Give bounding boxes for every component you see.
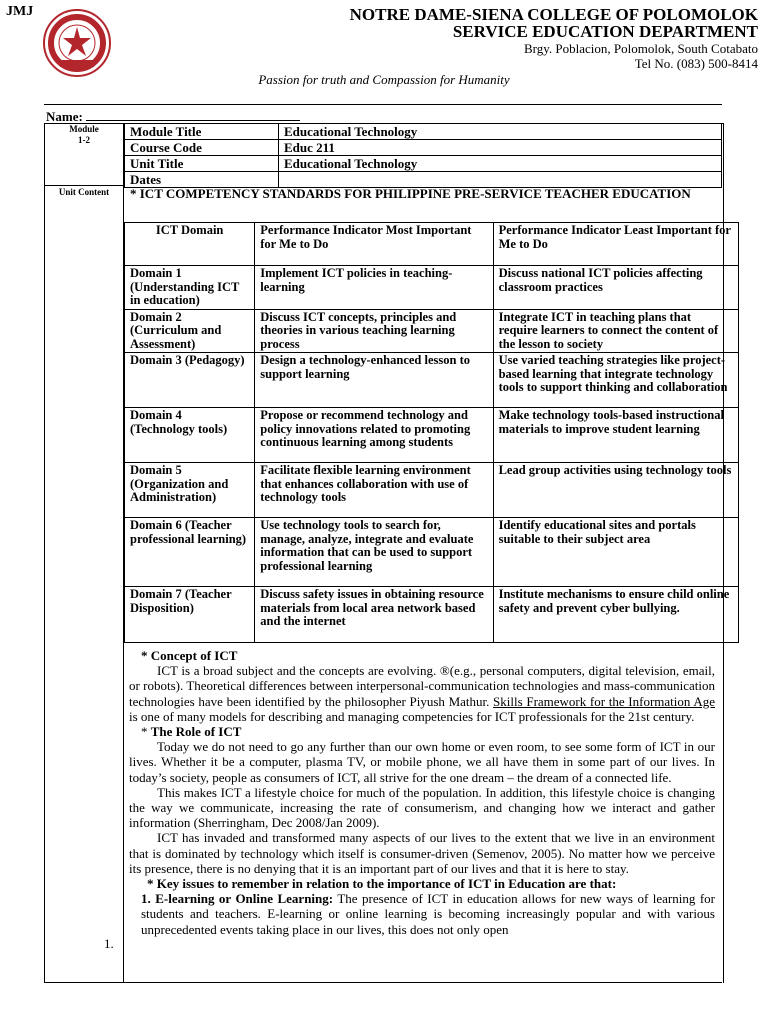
side-divider xyxy=(44,185,124,186)
name-label: Name: xyxy=(46,109,83,124)
ict-domain-table xyxy=(124,222,739,643)
table-row: Domain 5 (Organization and Administration) Facilitate flexible learning environment that enhances collaboration with use of technology tools Lead group activities using technology tools xyxy=(125,463,739,518)
table-row: Course Code Educ 211 xyxy=(125,140,722,156)
role-paragraph-2: This makes ICT a lifestyle choice for much of the population. In addition, this lifestyle choice is changing the way we communicate, increasing the rate of consumerism, and changing how we interact and gather information (Sherringham, Dec 2008/Jan 2009). xyxy=(129,784,715,831)
module-info-table xyxy=(124,123,722,188)
table-row: Domain 3 (Pedagogy) Design a technology-enhanced lesson to support learning Use varied teaching strategies like project-based learning that integrate technology tools to support thinking and collaboration xyxy=(125,353,739,408)
column-header: Performance Indicator Least Important for Me to Do xyxy=(493,223,738,266)
page-bottom-rule xyxy=(44,982,722,983)
role-paragraph-1: Today we do not need to go any further than our own home or even room, to see some form of ICT in our lives. Whether it be a computer, plasma TV, or mobile phone, we all have them in some part of our lives. In today’s society, people as consumers of ICT, all strive for the one dream – the dream of a connected life. xyxy=(129,739,715,785)
table-row: Domain 1 (Understanding ICT in education) Implement ICT policies in teaching-learning Discuss national ICT policies affecting classroom practices xyxy=(125,266,739,310)
college-seal-logo xyxy=(42,8,112,78)
name-blank-line xyxy=(86,108,300,121)
header-divider xyxy=(44,104,722,105)
key-issues-heading: * Key issues to remember in relation to the importance of ICT in Education are that: xyxy=(147,876,617,892)
table-row: Dates xyxy=(125,172,722,188)
unit-content-text xyxy=(129,648,715,937)
college-name: NOTRE DAME-SIENA COLLEGE OF POLOMOLOK xyxy=(349,5,758,24)
table-header-row xyxy=(125,223,739,266)
table-row: Domain 2 (Curriculum and Assessment) Discuss ICT concepts, principles and theories in various teaching learning process Integrate ICT in teaching plans that require learners to connect the content of the lesson to society xyxy=(125,309,739,353)
column-header: Performance Indicator Most Important for Me to Do xyxy=(255,223,493,266)
address: Brgy. Poblacion, Polomolok, South Cotabato xyxy=(523,41,758,56)
table-row: Unit Title Educational Technology xyxy=(125,156,722,172)
jmj-mark: JMJ xyxy=(6,4,34,19)
unit-heading-box xyxy=(124,186,722,223)
table-row: Module Title Educational Technology xyxy=(125,124,722,140)
column-header: ICT Domain xyxy=(125,223,255,266)
table-row: Domain 4 (Technology tools) Propose or recommend technology and policy innovations related to promoting continuous learning among students Make technology tools-based instructional materials to improve student learning xyxy=(125,408,739,463)
department-name: SERVICE EDUCATION DEPARTMENT xyxy=(452,22,758,41)
concept-heading: * Concept of ICT xyxy=(141,648,238,663)
list-number: 1. xyxy=(104,936,114,951)
motto: Passion for truth and Compassion for Humanity xyxy=(258,72,510,87)
sfia-link-text: Skills Framework for the Information Age xyxy=(493,693,715,709)
unit-heading: * ICT COMPETENCY STANDARDS FOR PHILIPPINE PRE-SERVICE TEACHER EDUCATION xyxy=(130,186,691,201)
role-paragraph-3: ICT has invaded and transformed many aspects of our lives to the extent that we live in an environment that is dominated by technology which itself is consumer-driven (Semenov, 2005). No matter how we perceive its presence, there is no denying that it is an important part of our lives and that it is here to stay. xyxy=(129,830,715,876)
module-label: Module 1-2 xyxy=(69,124,99,145)
concept-paragraph: ICT is a broad subject and the concepts are evolving. ®(e.g., personal computers, digital television, email, or robots). Theoretical differences between interpersonal-communication technologies and mass-communication technologies have been identified by the philosopher Piyush Mathur. Skills Framework for the Information Age is one of many models for describing and managing competencies for ICT professionals for the 21st century. xyxy=(129,663,715,724)
unit-content-label: Unit Content xyxy=(58,187,110,197)
table-row: Domain 7 (Teacher Disposition) Discuss safety issues in obtaining resource materials from local area network based and the internet Institute mechanisms to ensure child online safety and prevent cyber bullying. xyxy=(125,587,739,643)
list-item: 1. E-learning or Online Learning: The presence of ICT in education allows for new ways of learning for students and teachers. E-learning or online learning is becoming increasingly popular and with various unprecedented events taking place in our lives, this does not only open xyxy=(141,891,716,937)
role-heading: * The Role of ICT xyxy=(141,724,242,740)
telephone: Tel No. (083) 500-8414 xyxy=(634,56,758,71)
table-row: Domain 6 (Teacher professional learning) Use technology tools to search for, manage, analyze, integrate and evaluate information that can be used to support professional learning Identify educational sites and portals suitable to their subject area xyxy=(125,518,739,587)
